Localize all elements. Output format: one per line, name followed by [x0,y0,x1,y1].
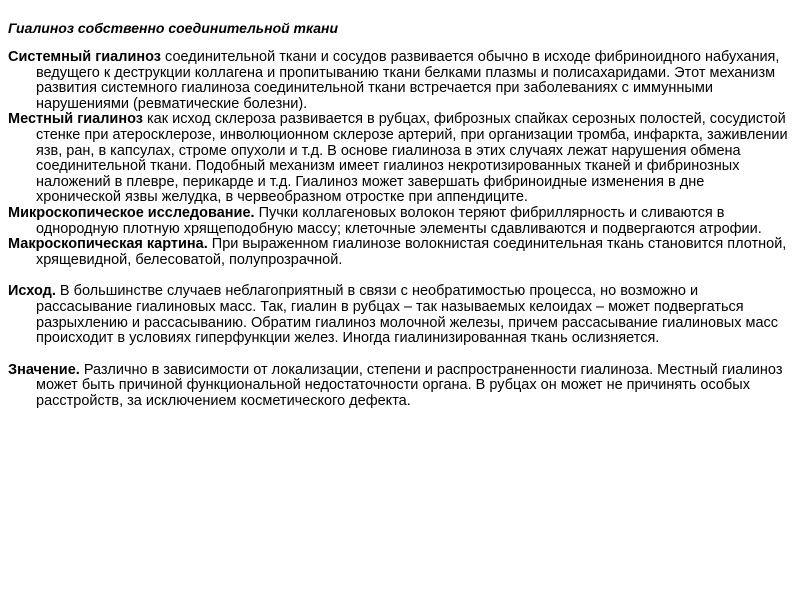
paragraph-local-hyalinosis [8,112,788,206]
text-outcome: В большинстве случаев неблагоприятный в связи с необратимостью процесса, но возможно и рассасывание гиалиновых масс. Так, гиалин в рубцах – так называемых келоидах – может подвергаться разрыхлению и рассасыванию. Обратим гиалиноз молочной железы, причем рассасывание гиалиновых масс происходит в условиях гиперфункции желез. Иногда гиалинизированная ткань ослизняется. [36,283,779,347]
term-systemic-hyalinosis: Системный гиалиноз [8,49,162,65]
paragraph-systemic-hyalinosis [8,50,788,112]
paragraph-macroscopic [8,237,788,268]
term-significance: Значение. [8,361,80,378]
term-macroscopic: Макроскопическая картина. [8,236,208,253]
paragraph-outcome [8,284,788,346]
text-macroscopic: При выраженном гиалинозе волокнистая соединительная ткань становится плотной, хрящевидной, белесоватой, полупрозрачной. [36,236,787,268]
term-microscopic: Микроскопическое исследование. [8,204,255,221]
text-systemic-hyalinosis: соединительной ткани и сосудов развивается обычно в исходе фибриноидного набухания, ведущего к деструкции коллагена и пропитыванию ткани белками плазмы и полисахаридами. Этот механизм развития системного гиалиноза соединительной ткани встречается при заболеваниях с иммунными нарушениями (ревматические болезни). [36,49,780,112]
text-microscopic: Пучки коллагеновых волокон теряют фибриллярность и сливаются в однородную плотную хрящеподобную массу; клеточные элементы сдавливаются и подвергаются атрофии. [36,204,762,237]
paragraph-significance [8,363,788,410]
paragraph-spacer [8,268,788,284]
paragraph-spacer [8,347,788,363]
text-significance: Различно в зависимости от локализации, степени и распространенности гиалиноза. Местный гиалиноз может быть причиной функциональной недостаточности органа. В рубцах он может не причинять особых расстройств, за исключением косметического дефекта. [36,361,783,409]
paragraph-microscopic [8,206,788,237]
term-local-hyalinosis: Местный гиалиноз [8,111,143,128]
text-local-hyalinosis: как исход склероза развивается в рубцах, фиброзных спайках серозных полостей, сосудистой стенке при атеросклерозе, инволюционном склерозе артерий, при организации тромба, инфаркта, заживлении язв, ран, в капсулах, строме опухоли и т.д. В основе гиалиноза в этих случаях лежат нарушения обмена соединительной ткани. Подобный механизм имеет гиалиноз некротизированных тканей и фибринозных наложений в плевре, перикарде и т.д. Гиалиноз может завершать фибриноидные изменения в дне хронической язвы желудка, в червеобразном отростке при аппендиците. [36,111,788,206]
slide-title: Гиалиноз собственно соединительной ткани [8,20,339,36]
slide-content [8,20,788,409]
term-outcome: Исход. [8,283,56,300]
